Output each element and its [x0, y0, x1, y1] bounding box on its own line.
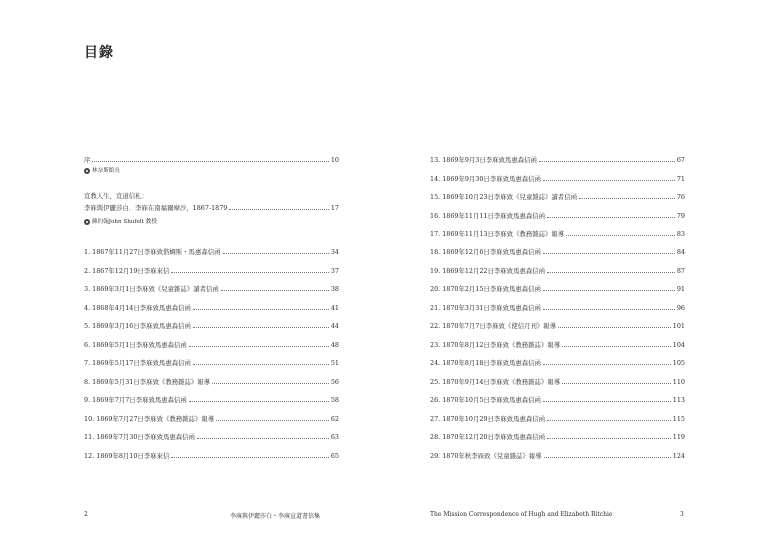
- toc-entry[interactable]: [84, 300, 339, 312]
- toc-entry-page: 79: [676, 212, 685, 220]
- leader-dots: [197, 437, 329, 439]
- toc-entry-page: 51: [330, 359, 339, 367]
- toc-entry-page: 71: [676, 175, 685, 183]
- toc-entry-title: 16. 1869年11月11日李庥致馬惠森信函: [430, 212, 546, 220]
- leader-dots: [562, 345, 671, 347]
- leader-dots: [193, 308, 329, 310]
- leader-dots: [216, 419, 329, 421]
- toc-entry-page: 124: [672, 452, 685, 460]
- toc-entry-page: 105: [672, 359, 685, 367]
- toc-entry-intro[interactable]: [84, 200, 339, 212]
- toc-entry-page: 17: [330, 204, 339, 212]
- leader-dots: [566, 234, 675, 236]
- toc-entry-page: 37: [330, 267, 339, 275]
- toc-entry-title: 12. 1869年8月10日李庥來信: [84, 452, 170, 460]
- toc-entry-title: 24. 1870年8月18日李庥致馬惠森信函: [430, 359, 541, 367]
- toc-entry-page: 87: [676, 267, 685, 275]
- toc-entry[interactable]: [430, 429, 685, 441]
- leader-dots: [193, 363, 329, 365]
- toc-entry-title: 17. 1869年11月13日李庥致《教務雜誌》報導: [430, 230, 565, 238]
- author-marker-icon: [84, 168, 90, 174]
- toc-entry-page: 10: [330, 156, 339, 164]
- toc-entry-title: 5. 1869年3月16日李庥致馬惠森信函: [84, 322, 191, 330]
- toc-entry-title: 11. 1869年7月30日李庥致馬惠森信函: [84, 433, 195, 441]
- toc-author-name: 林奈斯館長: [92, 168, 120, 174]
- toc-entry-page: 101: [672, 322, 685, 330]
- toc-entry-page: 104: [672, 341, 685, 349]
- toc-entry-page: 67: [676, 156, 685, 164]
- toc-entry-title: 19. 1869年12月22日李庥致馬惠森信函: [430, 267, 546, 275]
- toc-entry[interactable]: [430, 448, 685, 460]
- toc-entry[interactable]: [430, 208, 685, 220]
- toc-entry-page: 48: [330, 341, 339, 349]
- toc-entry-page: 96: [676, 304, 685, 312]
- leader-dots: [558, 326, 671, 328]
- leader-dots: [543, 308, 675, 310]
- toc-entry-title: 22. 1870年7月7日李庥致《使信月刊》報導: [430, 322, 557, 330]
- leader-dots: [92, 160, 328, 162]
- toc-entry-title: 23. 1870年8月12日李庥致《教務雜誌》報導: [430, 341, 561, 349]
- leader-dots: [543, 252, 675, 254]
- toc-entry-title: 4. 1868年4月14日李庥致馬惠森信函: [84, 304, 191, 312]
- leader-dots: [539, 160, 675, 162]
- toc-entry-page: 83: [676, 230, 685, 238]
- toc-entry-title: 10. 1869年7月27日李庥致《教務雜誌》報導: [84, 415, 215, 423]
- toc-entry-page: 56: [330, 378, 339, 386]
- toc-entry-page: 76: [676, 193, 685, 201]
- toc-entry-page: 44: [330, 322, 339, 330]
- toc-entry-title: 9. 1869年7月7日李庥致馬惠森信函: [84, 396, 187, 404]
- leader-dots: [543, 400, 671, 402]
- toc-entry-title: 29. 1870年秋李庥致《兒童雜誌》報導: [430, 452, 542, 460]
- toc-entry-title: 18. 1869年12月6日李庥致馬惠森信函: [430, 248, 541, 256]
- toc-entry-title: 3. 1869年3月1日李庥致《兒童雜誌》讀者信函: [84, 285, 219, 293]
- toc-author-name: 蘇約翰John Shufelt 教授: [92, 219, 157, 225]
- toc-entry[interactable]: [430, 355, 685, 367]
- leader-dots: [189, 400, 329, 402]
- toc-entry[interactable]: [84, 411, 339, 423]
- leader-dots: [547, 419, 671, 421]
- footer-right-running-title: The Mission Correspondence of Hugh and Elizabeth Ritchie: [430, 511, 613, 518]
- toc-entry-title: 8. 1869年5月31日李庥致《教務雜誌》報導: [84, 378, 211, 386]
- toc-entry-title: 20. 1870年2月15日李庥致馬惠森信函: [430, 285, 541, 293]
- toc-author: [84, 167, 120, 175]
- leader-dots: [579, 197, 675, 199]
- leader-dots: [547, 271, 675, 273]
- toc-entry[interactable]: [84, 392, 339, 404]
- toc-entry-page: 38: [330, 285, 339, 293]
- toc-entry-page: 110: [672, 378, 685, 386]
- leader-dots: [171, 456, 328, 458]
- toc-entry[interactable]: [84, 244, 339, 256]
- toc-entry-page: 63: [330, 433, 339, 441]
- toc-entry[interactable]: [430, 300, 685, 312]
- leader-dots: [223, 252, 329, 254]
- footer-left-running-title: 李庥與伊麗莎白・李庥宣道書信集: [230, 513, 321, 520]
- leader-dots: [543, 363, 671, 365]
- leader-dots: [547, 437, 671, 439]
- toc-entry[interactable]: [84, 281, 339, 293]
- toc-entry-title: 6. 1869年5月1日李庥致馬惠森信函: [84, 341, 187, 349]
- toc-entry[interactable]: [84, 263, 339, 275]
- leader-dots: [543, 179, 675, 181]
- leader-dots: [229, 208, 329, 210]
- toc-entry-title: 21. 1870年3月31日李庥致馬惠森信函: [430, 304, 541, 312]
- toc-entry[interactable]: [430, 337, 685, 349]
- leader-dots: [189, 345, 329, 347]
- leader-dots: [193, 326, 329, 328]
- toc-entry[interactable]: [84, 318, 339, 330]
- author-marker-icon: [84, 219, 90, 225]
- toc-entry-title: 25. 1870年9月14日李庥致《教務雜誌》報導: [430, 378, 561, 386]
- toc-entry-page: 84: [676, 248, 685, 256]
- toc-entry[interactable]: [84, 448, 339, 460]
- leader-dots: [547, 216, 675, 218]
- toc-entry-title: 序: [84, 156, 91, 164]
- toc-entry-page: 41: [330, 304, 339, 312]
- toc-entry-title: 15. 1869年10月23日李庥致《兒童雜誌》讀者信函: [430, 193, 577, 201]
- toc-entry-title: 1. 1867年11月27日李庥致偕蜩斯・馬惠森信函: [84, 248, 221, 256]
- toc-entry-page: 115: [672, 415, 685, 423]
- toc-entry-page: 91: [676, 285, 685, 293]
- toc-entry-title: 14. 1869年9月30日李庥致馬惠森信函: [430, 175, 541, 183]
- leader-dots: [544, 456, 671, 458]
- toc-entry[interactable]: [84, 374, 339, 386]
- toc-entry-title: 26. 1870年10月5日李庥致馬惠森信函: [430, 396, 541, 404]
- toc-entry[interactable]: [430, 392, 685, 404]
- toc-entry-title: 2. 1867年12月19日李庥來信: [84, 267, 170, 275]
- toc-entry-page: 119: [672, 433, 685, 441]
- toc-entry-page: 113: [672, 396, 685, 404]
- toc-entry[interactable]: [430, 318, 685, 330]
- leader-dots: [212, 382, 329, 384]
- leader-dots: [171, 271, 328, 273]
- toc-entry-page: 65: [330, 452, 339, 460]
- toc-entry-title: 28. 1870年12月20日李庥致馬惠森信函: [430, 433, 546, 441]
- toc-entry-title: 27. 1870年10月29日李庥致馬惠森信函: [430, 415, 546, 423]
- footer-left-page-number: 2: [84, 511, 88, 518]
- toc-entry[interactable]: [430, 152, 685, 164]
- toc-entry-preface[interactable]: [84, 152, 339, 164]
- toc-entry-page: 34: [330, 248, 339, 256]
- toc-entry-title: 李庥與伊麗莎白．李庥在南福爾摩沙，1867-1879: [84, 204, 228, 212]
- toc-entry[interactable]: [84, 429, 339, 441]
- page-title: 目錄: [84, 45, 114, 61]
- toc-author: [84, 218, 157, 226]
- toc-entry[interactable]: [84, 355, 339, 367]
- toc-entry[interactable]: [430, 226, 685, 238]
- toc-entry[interactable]: [430, 171, 685, 183]
- toc-entry-title: 7. 1869年5月17日李庥致馬惠森信函: [84, 359, 191, 367]
- leader-dots: [221, 289, 329, 291]
- footer-right-page-number: 3: [680, 511, 684, 518]
- toc-right-column: [430, 0, 685, 545]
- toc-entry-title: 13. 1869年9月3日李庥致馬惠森信函: [430, 156, 537, 164]
- toc-entry[interactable]: [430, 374, 685, 386]
- toc-entry[interactable]: [84, 337, 339, 349]
- toc-entry[interactable]: [430, 411, 685, 423]
- toc-left-column: [84, 0, 339, 545]
- toc-entry-page: 62: [330, 415, 339, 423]
- toc-entry-page: 58: [330, 396, 339, 404]
- toc-entry[interactable]: [430, 244, 685, 256]
- toc-entry[interactable]: [430, 281, 685, 293]
- toc-intro-title-line1: 宣教人生，宣道信札：: [84, 192, 148, 200]
- toc-entry[interactable]: [430, 263, 685, 275]
- leader-dots: [543, 289, 675, 291]
- leader-dots: [562, 382, 671, 384]
- toc-entry[interactable]: [430, 189, 685, 201]
